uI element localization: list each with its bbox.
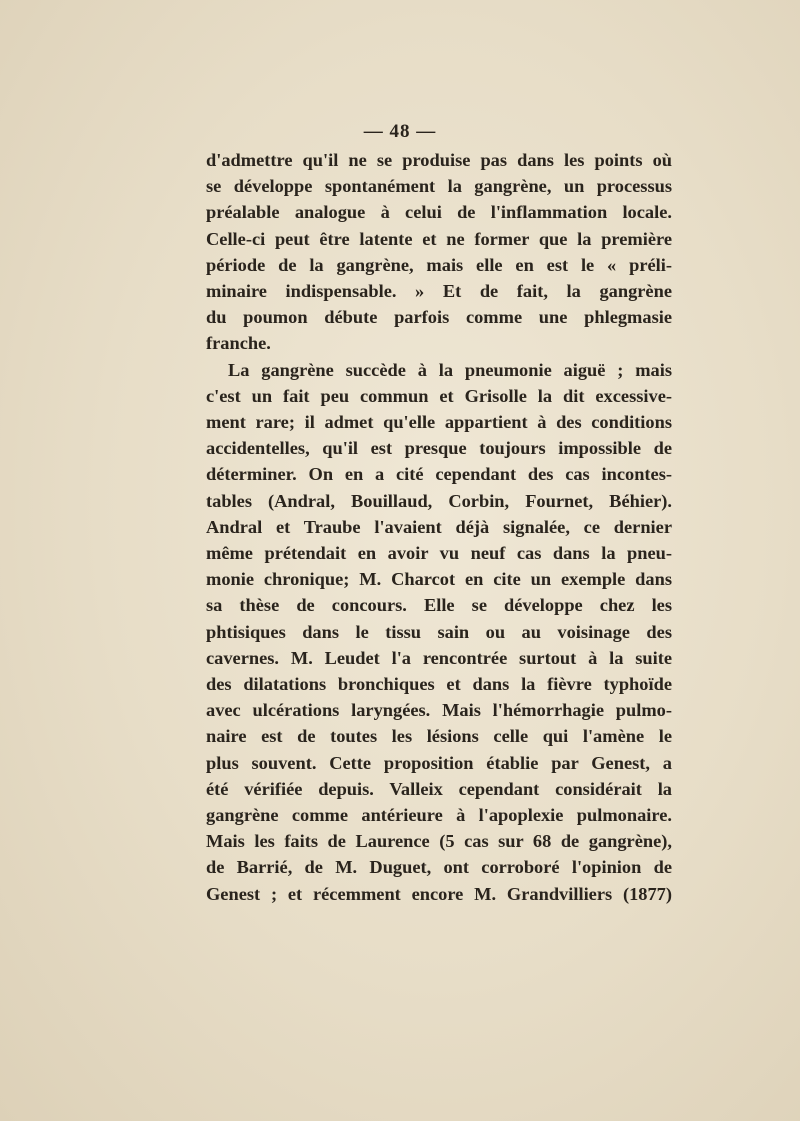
body-text xyxy=(206,147,672,907)
text-line: été vérifiée depuis. Valleix cependant considérait la xyxy=(206,778,672,799)
text-line: même prétendait en avoir vu neuf cas dans la pneu- xyxy=(206,543,672,564)
text-line: Andral et Traube l'avaient déjà signalée, ce dernier xyxy=(206,516,672,537)
page-number: — 48 — xyxy=(363,121,437,142)
text-line: c'est un fait peu commun et Grisolle la dit excessive- xyxy=(206,385,672,406)
text-line: du poumon débute parfois comme une phlegmasie xyxy=(206,307,672,328)
text-line: franche. xyxy=(206,333,271,354)
text-line: des dilatations bronchiques et dans la fièvre typhoïde xyxy=(206,674,672,695)
paragraph-2 xyxy=(206,357,672,907)
text-line: déterminer. On en a cité cependant des cas incontes- xyxy=(206,464,672,485)
text-line: monie chronique; M. Charcot en cite un exemple dans xyxy=(206,569,672,590)
text-line: gangrène comme antérieure à l'apoplexie pulmonaire. xyxy=(206,805,672,826)
text-line: minaire indispensable. » Et de fait, la gangrène xyxy=(206,281,672,302)
text-line: cavernes. M. Leudet l'a rencontrée surtout à la suite xyxy=(206,647,672,668)
text-line: accidentelles, qu'il est presque toujours impossible de xyxy=(206,438,672,459)
text-line: sa thèse de concours. Elle se développe chez les xyxy=(206,595,672,616)
text-line: période de la gangrène, mais elle en est le « préli- xyxy=(206,254,672,275)
text-line: La gangrène succède à la pneumonie aiguë ; mais xyxy=(228,359,672,380)
text-line: Mais les faits de Laurence (5 cas sur 68 de gangrène), xyxy=(206,831,672,852)
text-line: préalable analogue à celui de l'inflammation locale. xyxy=(206,202,672,223)
text-line: d'admettre qu'il ne se produise pas dans les points où xyxy=(206,150,672,170)
text-line: Celle-ci peut être latente et ne former que la première xyxy=(206,228,672,249)
text-line: naire est de toutes les lésions celle qui l'amène le xyxy=(206,726,672,747)
text-line: Genest ; et récemment encore M. Grandvilliers (1877) xyxy=(206,883,672,904)
text-line: se développe spontanément la gangrène, un processus xyxy=(206,176,672,197)
text-line: tables (Andral, Bouillaud, Corbin, Fournet, Béhier). xyxy=(206,490,672,511)
text-line: de Barrié, de M. Duguet, ont corroboré l'opinion de xyxy=(206,857,672,878)
text-line: plus souvent. Cette proposition établie par Genest, a xyxy=(206,752,672,773)
text-line: phtisiques dans le tissu sain ou au voisinage des xyxy=(206,621,672,642)
text-line: ment rare; il admet qu'elle appartient à des conditions xyxy=(206,412,672,433)
text-line: avec ulcérations laryngées. Mais l'hémorrhagie pulmo- xyxy=(206,700,672,721)
paragraph-1 xyxy=(206,147,672,357)
